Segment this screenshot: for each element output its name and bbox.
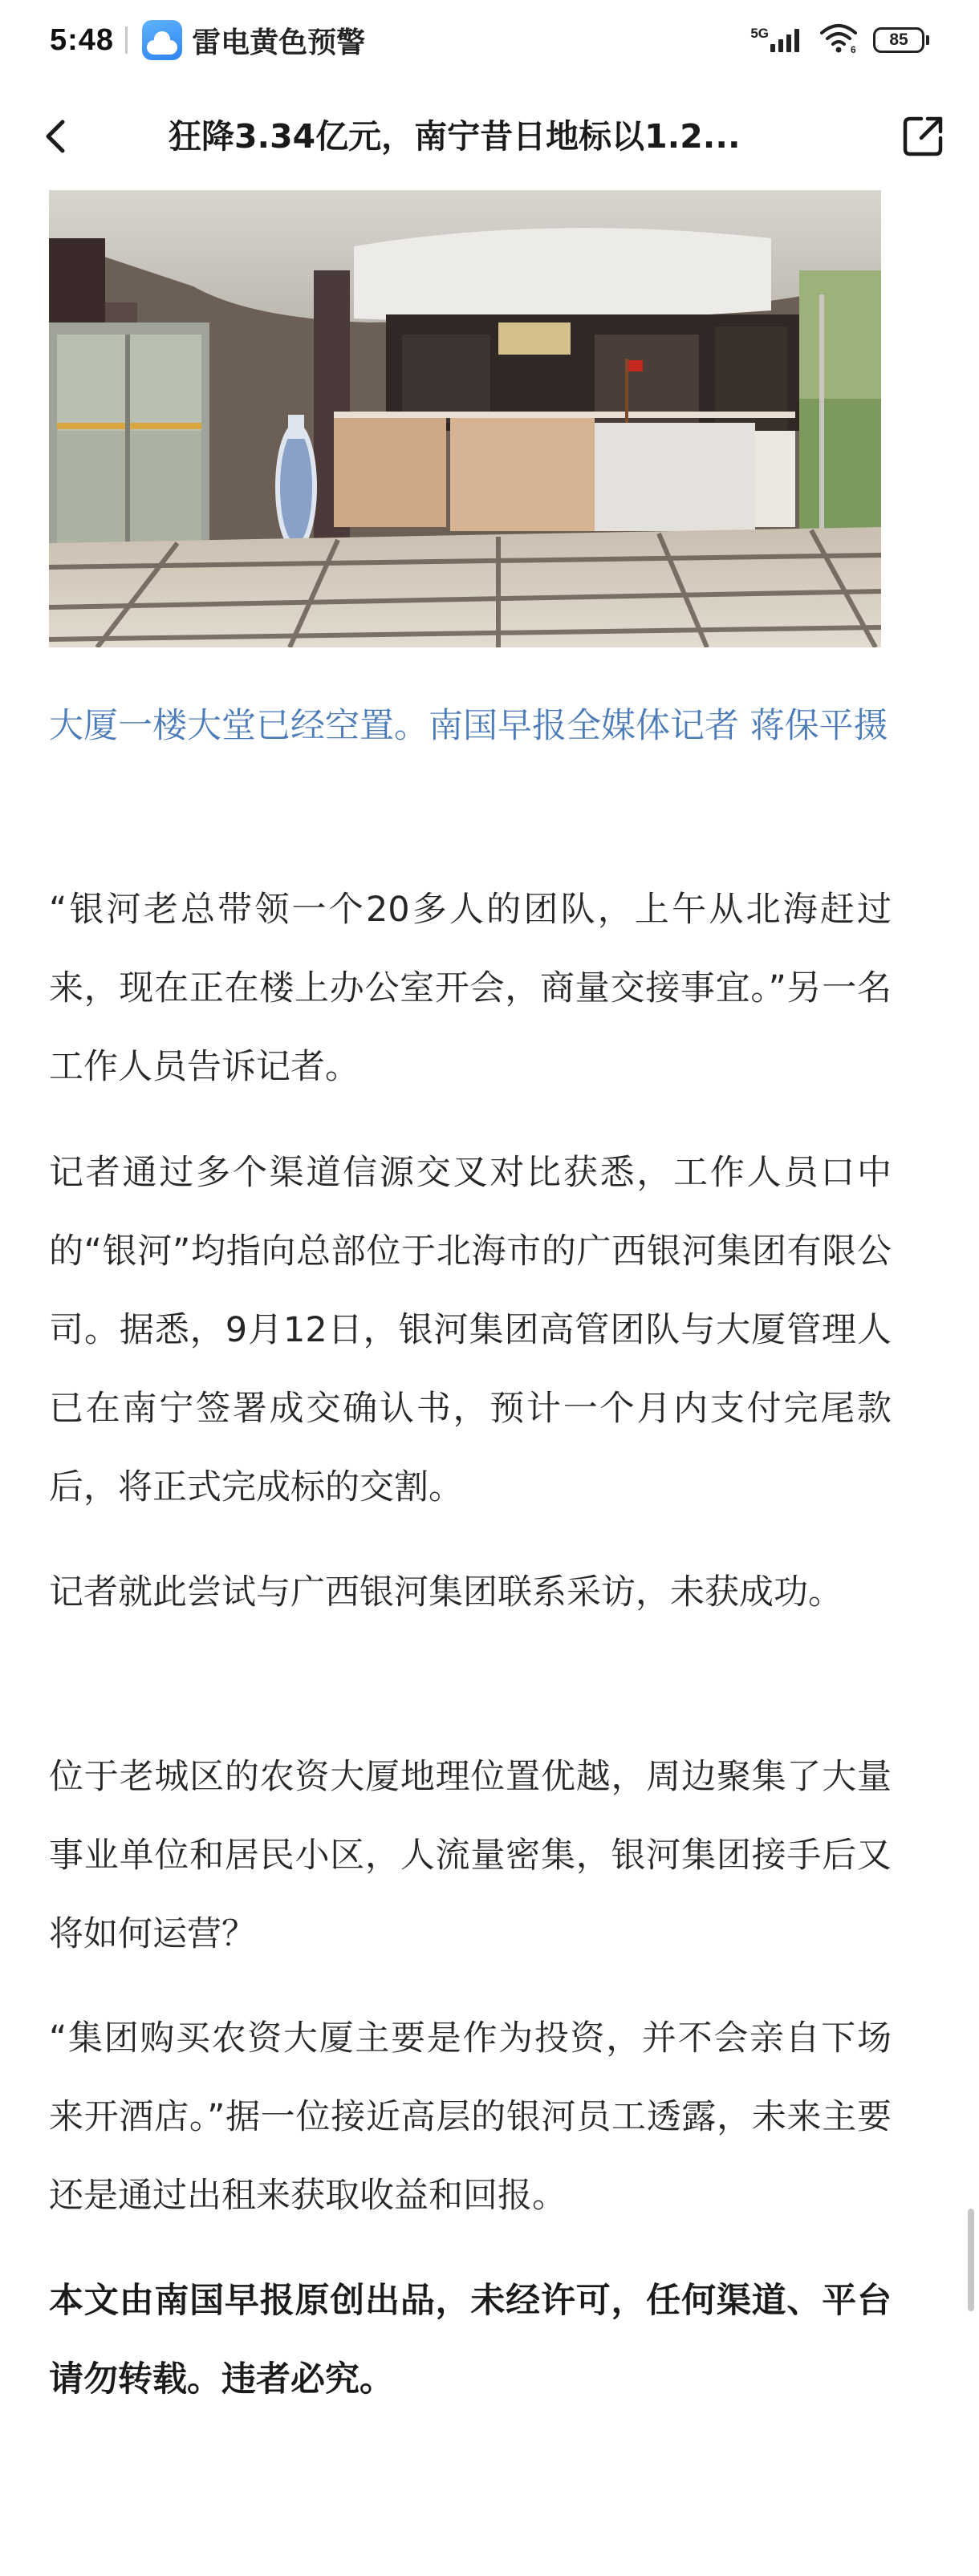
battery-level: 85 <box>889 30 908 49</box>
article-paragraph: 位于老城区的农资大厦地理位置优越，周边聚集了大量事业单位和居民小区，人流量密集，银河集团接手后又将如何运营？ <box>49 1757 892 1954</box>
article-paragraph: 记者通过多个渠道信源交叉对比获悉，工作人员口中的“银河”均指向总部位于北海市的广西银河集团有限公司。据悉，9月12日，银河集团高管团队与大厦管理人已在南宁签署成交确认书，预计一个月内支付完尾款后，将正式完成标的交割。 <box>49 1153 892 1507</box>
notification-text: 雷电黄色预警 <box>192 26 366 59</box>
network-type-label: 5G <box>750 26 769 41</box>
article-photo <box>49 190 881 647</box>
status-divider <box>125 26 128 54</box>
battery-tip <box>926 35 929 45</box>
back-button[interactable] <box>32 112 80 160</box>
copyright-notice: 本文由南国早报原创出品，未经许可，任何渠道、平台请勿转载。违者必究。 <box>49 2281 892 2400</box>
chevron-left-icon <box>40 117 72 156</box>
status-time: 5:48 <box>50 22 115 57</box>
signal-icon <box>770 28 799 52</box>
weather-alert-icon <box>142 20 182 60</box>
wifi-sub-label: 6 <box>851 44 856 54</box>
article-paragraph: 记者就此尝试与广西银河集团联系采访，未获成功。 <box>49 1572 843 1613</box>
share-button[interactable] <box>897 111 949 162</box>
status-bar <box>0 0 979 80</box>
scrollbar[interactable] <box>968 2209 974 2311</box>
share-icon <box>900 114 945 159</box>
wifi-icon <box>819 23 859 57</box>
page-title: 狂降3.34亿元，南宁昔日地标以1.2... <box>169 117 741 156</box>
article-paragraph: “银河老总带领一个20多人的团队，上午从北海赶过来，现在正在楼上办公室开会，商量交接事宜。”另一名工作人员告诉记者。 <box>49 890 892 1087</box>
battery-icon <box>873 27 924 53</box>
title-bar <box>0 80 979 193</box>
status-indicators <box>750 0 929 80</box>
article-paragraph: “集团购买农资大厦主要是作为投资，并不会亲自下场来开酒店。”据一位接近高层的银河员工透露，未来主要还是通过出租来获取收益和回报。 <box>49 2018 892 2216</box>
lobby-photo-illustration <box>49 190 881 647</box>
image-caption: 大厦一楼大堂已经空置。南国早报全媒体记者 蒋保平摄 <box>49 706 888 746</box>
